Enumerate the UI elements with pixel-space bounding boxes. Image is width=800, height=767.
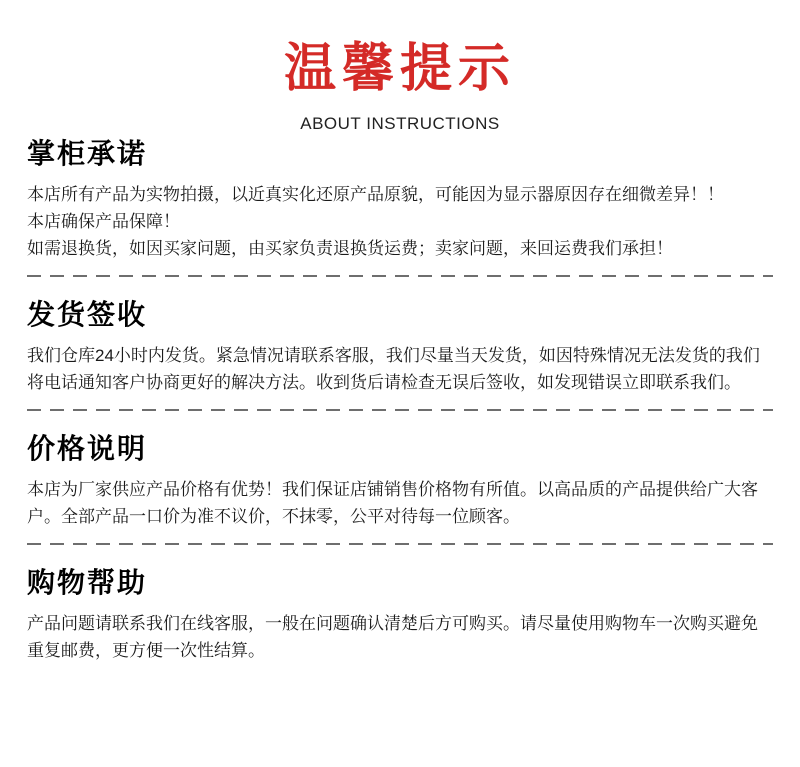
section-body [27, 181, 773, 262]
paragraph: 如需退换货，如因买家问题，由买家负责退换货运费；卖家问题，来回运费我们承担！ [27, 238, 673, 258]
section-shipping-receipt [27, 297, 773, 396]
page-subtitle: ABOUT INSTRUCTIONS [300, 113, 500, 133]
section-price-notes [27, 431, 773, 530]
section-body [27, 342, 773, 396]
section-shopkeeper-promise [27, 136, 773, 262]
section-body [27, 610, 773, 664]
section-heading-shipping-receipt: 发货签收 [27, 298, 148, 330]
dashed-divider [27, 543, 773, 545]
dashed-divider [27, 409, 773, 411]
paragraph: 本店为厂家供应产品价格有优势！我们保证店铺销售价格物有所值。以高品质的产品提供给广大客户。全部产品一口价为准不议价，不抹零，公平对待每一位顾客。 [27, 479, 758, 526]
section-body [27, 476, 773, 530]
panel-header [27, 40, 773, 136]
dashed-divider [27, 275, 773, 277]
section-heading-shopping-help: 购物帮助 [27, 566, 148, 598]
paragraph: 产品问题请联系我们在线客服，一般在问题确认清楚后方可购买。请尽量使用购物车一次购买避免重复邮费，更方便一次性结算。 [27, 613, 758, 660]
paragraph: 我们仓库24小时内发货。紧急情况请联系客服，我们尽量当天发货，如因特殊情况无法发货的我们将电话通知客户协商更好的解决方法。收到货后请检查无误后签收，如发现错误立即联系我们。 [27, 345, 760, 392]
paragraph: 本店确保产品保障！ [27, 211, 180, 231]
paragraph: 本店所有产品为实物拍摄，以近真实化还原产品原貌，可能因为显示器原因存在细微差异！！ [27, 184, 724, 204]
section-heading-shopkeeper-promise: 掌柜承诺 [27, 137, 148, 169]
page-title: 温馨提示 [283, 40, 516, 98]
section-shopping-help [27, 565, 773, 664]
section-heading-price-notes: 价格说明 [27, 432, 148, 464]
